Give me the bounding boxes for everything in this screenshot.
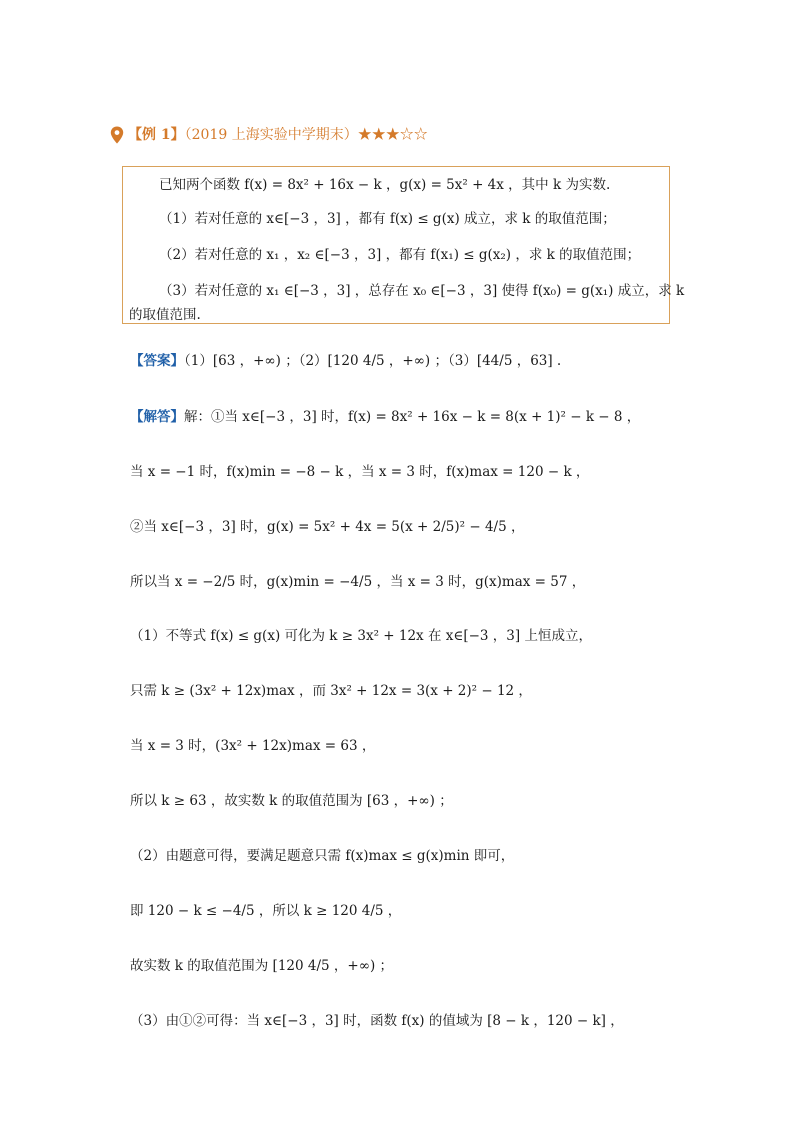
problem-intro: 已知两个函数 f(x) = 8x² + 16x − k ，g(x) = 5x² + 4x ，其中 k 为实数.	[159, 177, 611, 193]
problem-question-3: （3）若对任意的 x₁ ∈[−3 ，3] ，总存在 x₀ ∈[−3 ，3] 使得 f(x₀) = g(x₁) 成立，求 k	[159, 283, 685, 299]
answer-label: 【答案】	[130, 353, 184, 369]
difficulty-stars: ★★★☆☆	[357, 127, 428, 143]
solution-line-11: 故实数 k 的取值范围为 [120 4/5 ，+∞) ；	[130, 958, 394, 974]
solution-line-9: （2）由题意可得，要满足题意只需 f(x)max ≤ g(x)min 即可，	[130, 848, 515, 864]
solution-line-5: （1）不等式 f(x) ≤ g(x) 可化为 k ≥ 3x² + 12x 在 x∈[−3 ，3] 上恒成立，	[130, 628, 592, 644]
solution-line-7: 当 x = 3 时，(3x² + 12x)max = 63 ，	[130, 738, 376, 754]
problem-question-1: （1）若对任意的 x∈[−3 ，3] ，都有 f(x) ≤ g(x) 成立，求 k 的取值范围；	[159, 211, 616, 227]
example-source: （2019 上海实验中学期末）	[184, 127, 358, 143]
problem-question-3-cont: 的取值范围.	[129, 307, 201, 323]
solution-line-12: （3）由①②可得：当 x∈[−3 ，3] 时，函数 f(x) 的值域为 [8 − k ，120 − k] ，	[130, 1013, 624, 1029]
solution-line-8: 所以 k ≥ 63 ，故实数 k 的取值范围为 [63 ，+∞) ；	[130, 793, 453, 809]
solution-label: 【解答】	[130, 409, 184, 425]
solution-line-3: ②当 x∈[−3 ，3] 时，g(x) = 5x² + 4x = 5(x + 2/5)² − 4/5 ，	[130, 519, 525, 535]
solution-line-4: 所以当 x = −2/5 时，g(x)min = −4/5 ，当 x = 3 时，g(x)max = 57 ，	[130, 574, 586, 590]
problem-box	[122, 166, 685, 324]
solution-line-2: 当 x = −1 时，f(x)min = −8 − k ，当 x = 3 时，f(x)max = 120 − k ，	[130, 464, 590, 480]
example-label: 【例 1】	[128, 127, 185, 143]
solution-line-10: 即 120 − k ≤ −4/5 ，所以 k ≥ 120 4/5 ，	[130, 903, 402, 919]
problem-question-2: （2）若对任意的 x₁ ，x₂ ∈[−3 ，3] ，都有 f(x₁) ≤ g(x₂) ，求 k 的取值范围；	[159, 247, 641, 263]
solution-text-1: 解：①当 x∈[−3 ，3] 时，f(x) = 8x² + 16x − k = 8(x + 1)² − k − 8 ，	[184, 409, 641, 425]
answer-text: （1）[63 ，+∞) ；（2）[120 4/5 ，+∞) ；（3）[44/5 ，63] .	[184, 353, 562, 369]
example-header	[128, 124, 428, 144]
solution-line-6: 只需 k ≥ (3x² + 12x)max ，而 3x² + 12x = 3(x + 2)² − 12 ，	[130, 683, 532, 699]
map-pin-icon	[110, 126, 124, 144]
solution-line-1	[130, 405, 640, 425]
answer-line	[130, 349, 561, 369]
